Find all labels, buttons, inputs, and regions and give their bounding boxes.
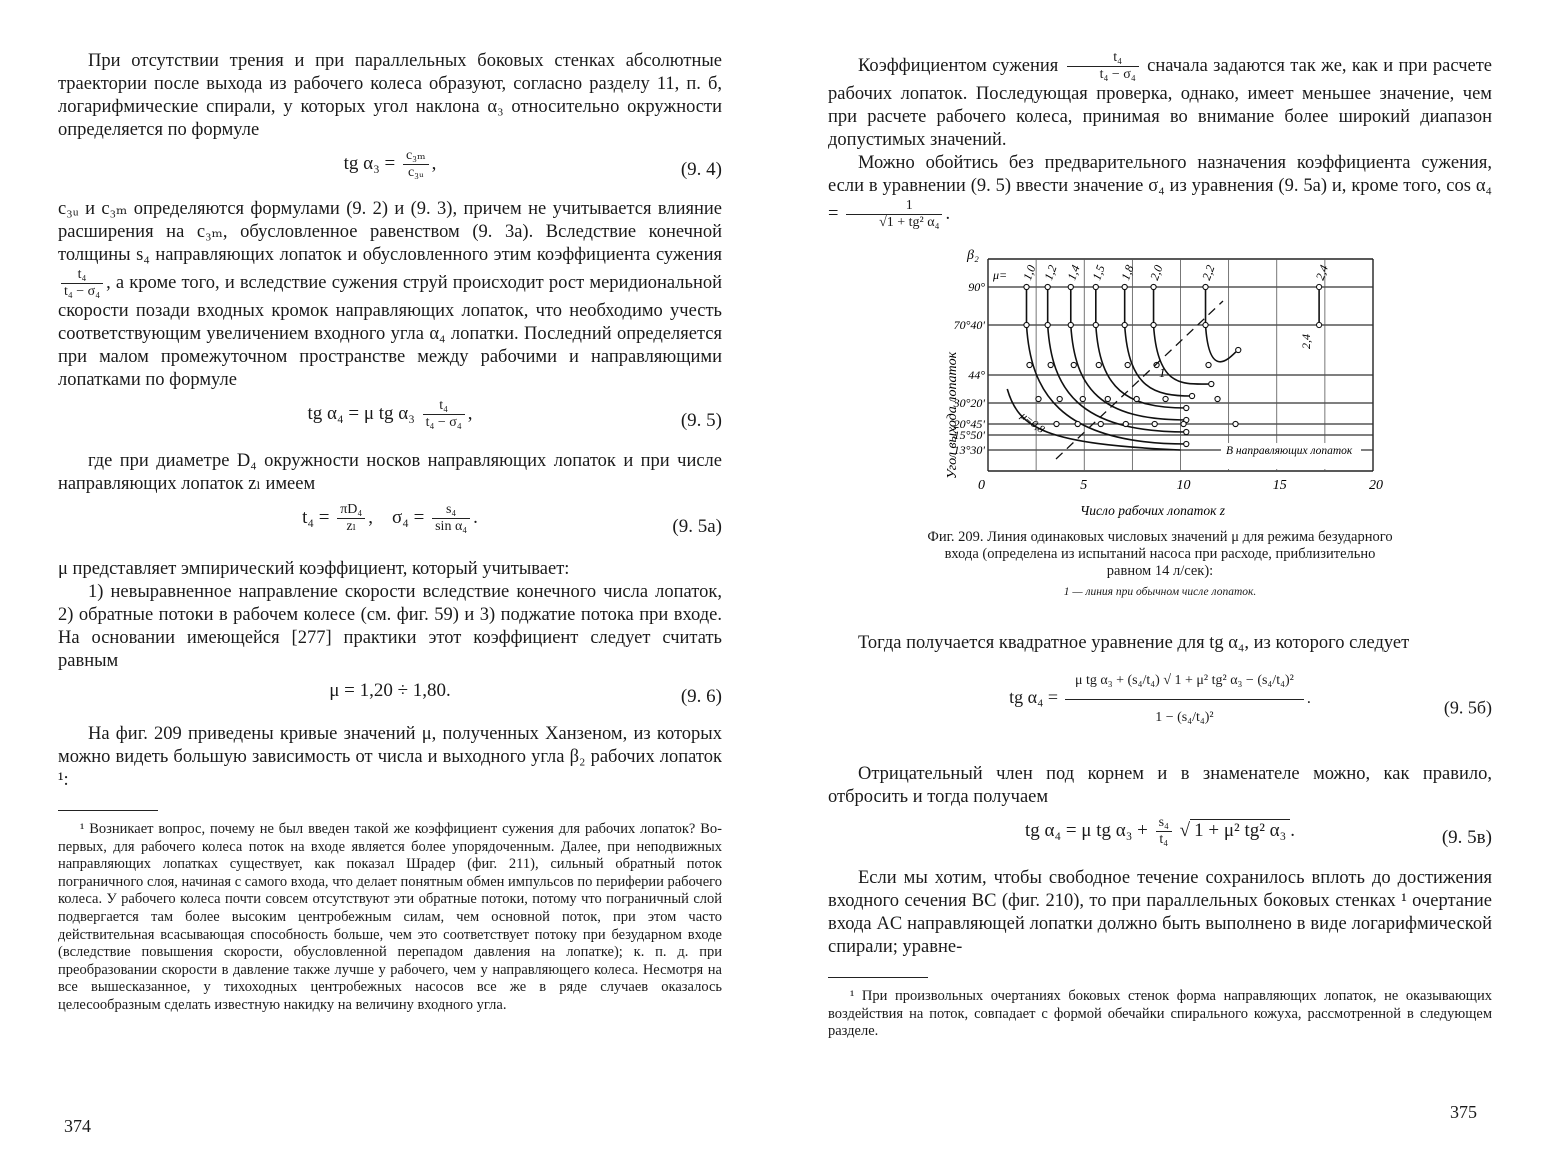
equation-9-5c: tg α₄ = μ tg α₃ + $\frac{\text{s₄}}{\text{t₄}}$ √ 1 + μ² tg² α₃ . (9. 5в) [1024, 815, 1492, 848]
eq-lhs: tg α₃ = [343, 152, 396, 174]
data-point [1189, 393, 1194, 398]
y-tick-label: 13°30' [953, 443, 985, 457]
y-tick-label: 15°50' [953, 428, 985, 442]
data-point [1098, 421, 1103, 426]
frac-den: √1 + tg² α₄ [879, 215, 940, 230]
x-axis-title: Число рабочих лопаток z [1080, 503, 1226, 518]
data-point [1206, 362, 1211, 367]
text: c₃ᵤ и c₃ₘ определяются формулами (9. 2) и (9. 3), причем не учитывается влияние расширения на c₃ₘ, обусловленное равенством (9. 3а). Вследствие конечной толщины s₄ направляющих лопаток и обусловленного этим коэффициента сужения [58, 199, 722, 265]
footnote-rule [58, 810, 158, 811]
data-point [1163, 396, 1168, 401]
mu-label: 1,4 [1064, 263, 1083, 283]
paragraph: Отрицательный член под корнем и в знаменателе можно, как правило, отбросить и тогда получаем [828, 764, 1492, 807]
data-point [1203, 284, 1208, 289]
paragraph: 1) невыравненное направление скорости вследствие конечного числа лопаток, 2) обратные потоки в рабочем колесе (см. фиг. 59) и 3) поджатие потока при входе. На основании имеющейся [277] практики этот коэффициент следует считать равным [58, 582, 722, 671]
mu-label: 1,2 [1041, 263, 1060, 283]
left-page [0, 0, 773, 1166]
eq-fraction [403, 148, 429, 181]
eq-sigma4: σ₄ = [392, 506, 425, 528]
paragraph: μ представляет эмпирический коэффициент, который учитывает: [58, 559, 570, 579]
x-tick-label: 15 [1272, 478, 1287, 493]
eq-lhs: tg α₄ = [1009, 687, 1059, 708]
data-point [1203, 322, 1208, 327]
text: Можно обойтись без предварительного назначения коэффициента сужения, если в уравнении (9. 5) ввести значение σ₄ из уравнения (9. 5а) и, кроме того, [828, 153, 1492, 196]
data-point [1024, 322, 1029, 327]
mu-curve [1096, 287, 1186, 408]
data-point [1152, 421, 1157, 426]
data-point [1093, 322, 1098, 327]
paragraph: На фиг. 209 приведены кривые значений μ, полученных Ханзеном, из которых можно видеть большую зависимость от числа и выходного угла β₂ рабочих лопаток ¹: [58, 724, 722, 790]
mu-low-label: μ=0,8 [1018, 409, 1047, 436]
y-tick-label: 70°40' [953, 318, 985, 332]
data-point [1151, 284, 1156, 289]
mu-curve [1048, 287, 1187, 432]
x-tick-label: 5 [1080, 478, 1088, 493]
mu-label: 2,0 [1147, 263, 1166, 283]
eq-lhs: cos α₄ = [828, 176, 1492, 224]
y-tick-label: 20°45' [953, 417, 985, 431]
data-point [1151, 322, 1156, 327]
paragraph [58, 198, 722, 392]
eq-den: sin α₄ [435, 519, 468, 534]
equation-number: (9. 6) [680, 686, 722, 707]
mu-chart [828, 239, 1492, 529]
data-point [1134, 396, 1139, 401]
frac-num: t₄ [1067, 50, 1139, 67]
eq-num: c₃ₘ [403, 148, 429, 165]
data-point [1209, 381, 1214, 386]
x-tick-labels [978, 478, 1383, 493]
left-column [58, 50, 722, 1015]
page-number: 374 [64, 1116, 91, 1136]
mu-label: 2,4 [1312, 263, 1332, 283]
y-tick-label: 90° [968, 280, 985, 294]
equation-9-5b: tg α₄ = $\frac{\text{μ tg α₃ + (s₄/t₄) √ 1 + μ² tg² α₃ − (s₄/t₄)²}}{\text{1 − (s₄/t₄)²}}$ . (9. 5б) [828, 663, 1492, 753]
mu-label: 1,0 [1020, 263, 1039, 283]
paragraph: При отсутствии трения и при параллельных боковых стенках абсолютные траектории после выхода из рабочего колеса образуют, согласно разделу 11, п. б, логарифмические спирали, у которых угол наклона α₃ относительно окружности определяется по формуле [58, 51, 722, 140]
frac-den: t₄ − σ₄ [1099, 67, 1136, 82]
data-point [1184, 441, 1189, 446]
mu-label: 1,5 [1089, 263, 1108, 283]
figure-caption: Фиг. 209. Линия одинаковых числовых значений μ для режима безударного входа (определена из испытаний насоса при расходе, приблизительно равном 14 л/сек): [927, 529, 1393, 579]
vertical-gridlines [1036, 259, 1325, 471]
mu-labels [1020, 263, 1331, 282]
data-point [1184, 429, 1189, 434]
x-tick-label: 20 [1369, 478, 1383, 493]
equation-number: (9. 5а) [672, 516, 722, 537]
data-point [1045, 322, 1050, 327]
data-point [1215, 396, 1220, 401]
equation-number: (9. 5б) [1443, 697, 1492, 718]
eq-den: c₃ᵤ [407, 165, 424, 180]
y-tick-label: 44° [968, 368, 985, 382]
text: , а кроме того, и вследствие сужения струй происходит рост меридиональной скорости позади входных кромок направляющих лопаток, что необходимо учесть соответствующим увеличением входного угла α₄ лопатки. Последний определяется при малом промежуточном пространстве между рабочими и направляющими лопатками по формуле [58, 272, 722, 390]
eq-lhs: tg α₄ = μ tg α₃ [307, 402, 415, 424]
page-number: 375 [1450, 1102, 1477, 1122]
data-point [1233, 421, 1238, 426]
equation-9-4: tg α₃ = $\frac{\text{c₃ₘ}}{\text{c₃ᵤ}}$ , (9. 4) [343, 148, 722, 180]
data-point [1125, 362, 1130, 367]
eq-lhs: tg α₄ = μ tg α₃ + [1024, 819, 1148, 841]
eq-num: s₄ [1156, 815, 1172, 832]
data-point [1080, 396, 1085, 401]
inline-fraction [1067, 50, 1139, 83]
eq-num: t₄ [423, 398, 465, 415]
y-axis-title: Угол выхода лопаток [945, 351, 960, 479]
equation-9-6 [58, 679, 722, 715]
inline-fraction [846, 198, 942, 231]
paragraph: Можно обойтись без предварительного назначения коэффициента сужения, если в уравнении (9. 5) ввести значение σ₄ из уравнения (9. 5а) и, кроме того, cos α₄ = $\frac{1}{\text{√1 + tg² α₄}}$ . [828, 153, 1492, 230]
data-point [1096, 362, 1101, 367]
right-column [828, 50, 1492, 1041]
sqrt-sign: √ [1179, 819, 1191, 841]
right-page [774, 0, 1547, 1166]
equation-number: (9. 5в) [1441, 827, 1492, 848]
data-point [1048, 362, 1053, 367]
data-point [1181, 421, 1186, 426]
mu-label: 2,2 [1199, 263, 1218, 283]
data-point [1122, 322, 1127, 327]
frac-num: 1 [846, 198, 942, 215]
footnote: ¹ При произвольных очертаниях боковых стенок форма направляющих лопаток, не оказывающих воздействия на поток, совпадает с формой обечайки спирального кожуха, рассмотренной в следующем разделе. [828, 988, 1492, 1040]
data-point [1068, 284, 1073, 289]
eq-den: t₄ − σ₄ [425, 415, 462, 430]
eq-den: t₄ [1159, 832, 1169, 847]
data-point [1317, 284, 1322, 289]
inner-label: В направляющих лопаток [1226, 445, 1353, 457]
figure-legend: 1 — линия при обычном числе лопаток. [1063, 586, 1257, 598]
data-point [1093, 284, 1098, 289]
data-point [1236, 347, 1241, 352]
data-point [1057, 396, 1062, 401]
eq-fraction [1065, 663, 1304, 736]
eq-body: μ = 1,20 ÷ 1,80. [329, 679, 451, 701]
y-axis-symbol: β₂ [967, 248, 979, 263]
eq-num: μ tg α₃ + (s₄/t₄) √ 1 + μ² tg² α₃ − (s₄/t₄)² [1065, 663, 1304, 700]
data-point [1105, 396, 1110, 401]
frac-num: t₄ [61, 267, 103, 284]
text: Коэффициентом сужения [858, 55, 1059, 76]
line-1-label: 1 [1159, 365, 1166, 380]
data-point [1068, 322, 1073, 327]
x-tick-label: 0 [978, 478, 985, 493]
data-point [1036, 396, 1041, 401]
equation-number: (9. 5) [680, 410, 722, 431]
paragraph: где при диаметре D₄ окружности носков направляющих лопаток и при числе направляющих лопаток zₗ имеем [58, 451, 722, 494]
eq-fraction [1156, 815, 1172, 848]
data-point [1045, 284, 1050, 289]
data-point [1075, 421, 1080, 426]
eq-num: πD₄ [337, 502, 365, 519]
eq-fraction [432, 502, 470, 535]
data-point [1024, 284, 1029, 289]
eq-t4: t₄ = [302, 506, 330, 528]
eq-fraction [337, 502, 365, 535]
equation-9-5: tg α₄ = μ tg α₃ $\frac{\text{t₄}}{\text{t₄ − σ₄}}$ , (9. 5) [307, 398, 722, 431]
equation-number: (9. 4) [680, 159, 722, 180]
paragraph: Если мы хотим, чтобы свободное течение сохранилось вплоть до достижения входного сечения BC (фиг. 210), то при параллельных боковых стенках ¹ очертание входа AC направляющей лопатки должно быть выполнено в виде логарифмической спирали; уравне- [828, 868, 1492, 957]
eq-fraction [423, 398, 465, 431]
eq-num: s₄ [432, 502, 470, 519]
data-point [1317, 322, 1322, 327]
inline-fraction [61, 267, 103, 300]
eq-den: zₗ [346, 519, 357, 534]
data-point [1122, 284, 1127, 289]
text: сначала задаются так же, как и при расчете рабочих лопаток. Последующая проверка, однако, имеет меньшее значение, чем при расчете рабочего колеса, принимая во внимание более широкий диапазон допустимых значений. [828, 55, 1493, 150]
data-point [1184, 405, 1189, 410]
mu-label: 1,8 [1118, 263, 1137, 283]
paragraph [828, 50, 1492, 152]
x-tick-label: 10 [1176, 478, 1191, 493]
frac-den: t₄ − σ₄ [64, 284, 101, 299]
footnote: ¹ Возникает вопрос, почему не был введен такой же коэффициент сужения для рабочих лопаток? Во-первых, для рабочего колеса поток на входе является более упорядоченным. Далее, при неподвижных направляющих лопатках существует, как показал Шрадер (фиг. 211), сильный обратный поток пограничного слоя, начиная с самого входа, что делает понятным обмен импульсов по периферии рабочего колеса. У рабочего колеса почти совсем отсутствуют эти обратные потоки, потому что пограничный слой подвергается там более высоким центробежным силам, чем основной поток, при этом часто действительная всасывающая способность больше, чем это соответствует потоку при безударном входе (вследствие повышения скорости, обусловленной перепадом давления на лопатке); к. п. д. при преобразовании скорости в давление также лучше у рабочего, чем у направляющего колеса. Несмотря на все вышесказанное, у тихоходных центробежных насосов все же в ряде случаев оказалось целесообразным сделать известную накидку на величину входного угла. [58, 821, 722, 1013]
figure-209 [828, 239, 1492, 529]
data-point [1071, 362, 1076, 367]
mu-prefix: μ= [993, 268, 1008, 282]
equation-9-5a: t₄ = $\frac{\text{πD₄}}{\text{zₗ}}$ , σ₄ = $\frac{\text{s₄}}{\text{sin α₄}}$ . (9. 5а) [302, 502, 722, 537]
footnote-rule [828, 977, 928, 978]
data-point [1123, 421, 1128, 426]
data-point [1027, 362, 1032, 367]
sqrt-body: 1 + μ² tg² α₃ [1190, 819, 1290, 841]
mu-bottom-label: 2,4 [1299, 334, 1313, 349]
paragraph: Тогда получается квадратное уравнение для tg α₄, из которого следует [858, 633, 1410, 653]
data-point [1054, 421, 1059, 426]
y-tick-label: 30°20' [953, 396, 985, 410]
eq-den: 1 − (s₄/t₄)² [1155, 710, 1214, 725]
